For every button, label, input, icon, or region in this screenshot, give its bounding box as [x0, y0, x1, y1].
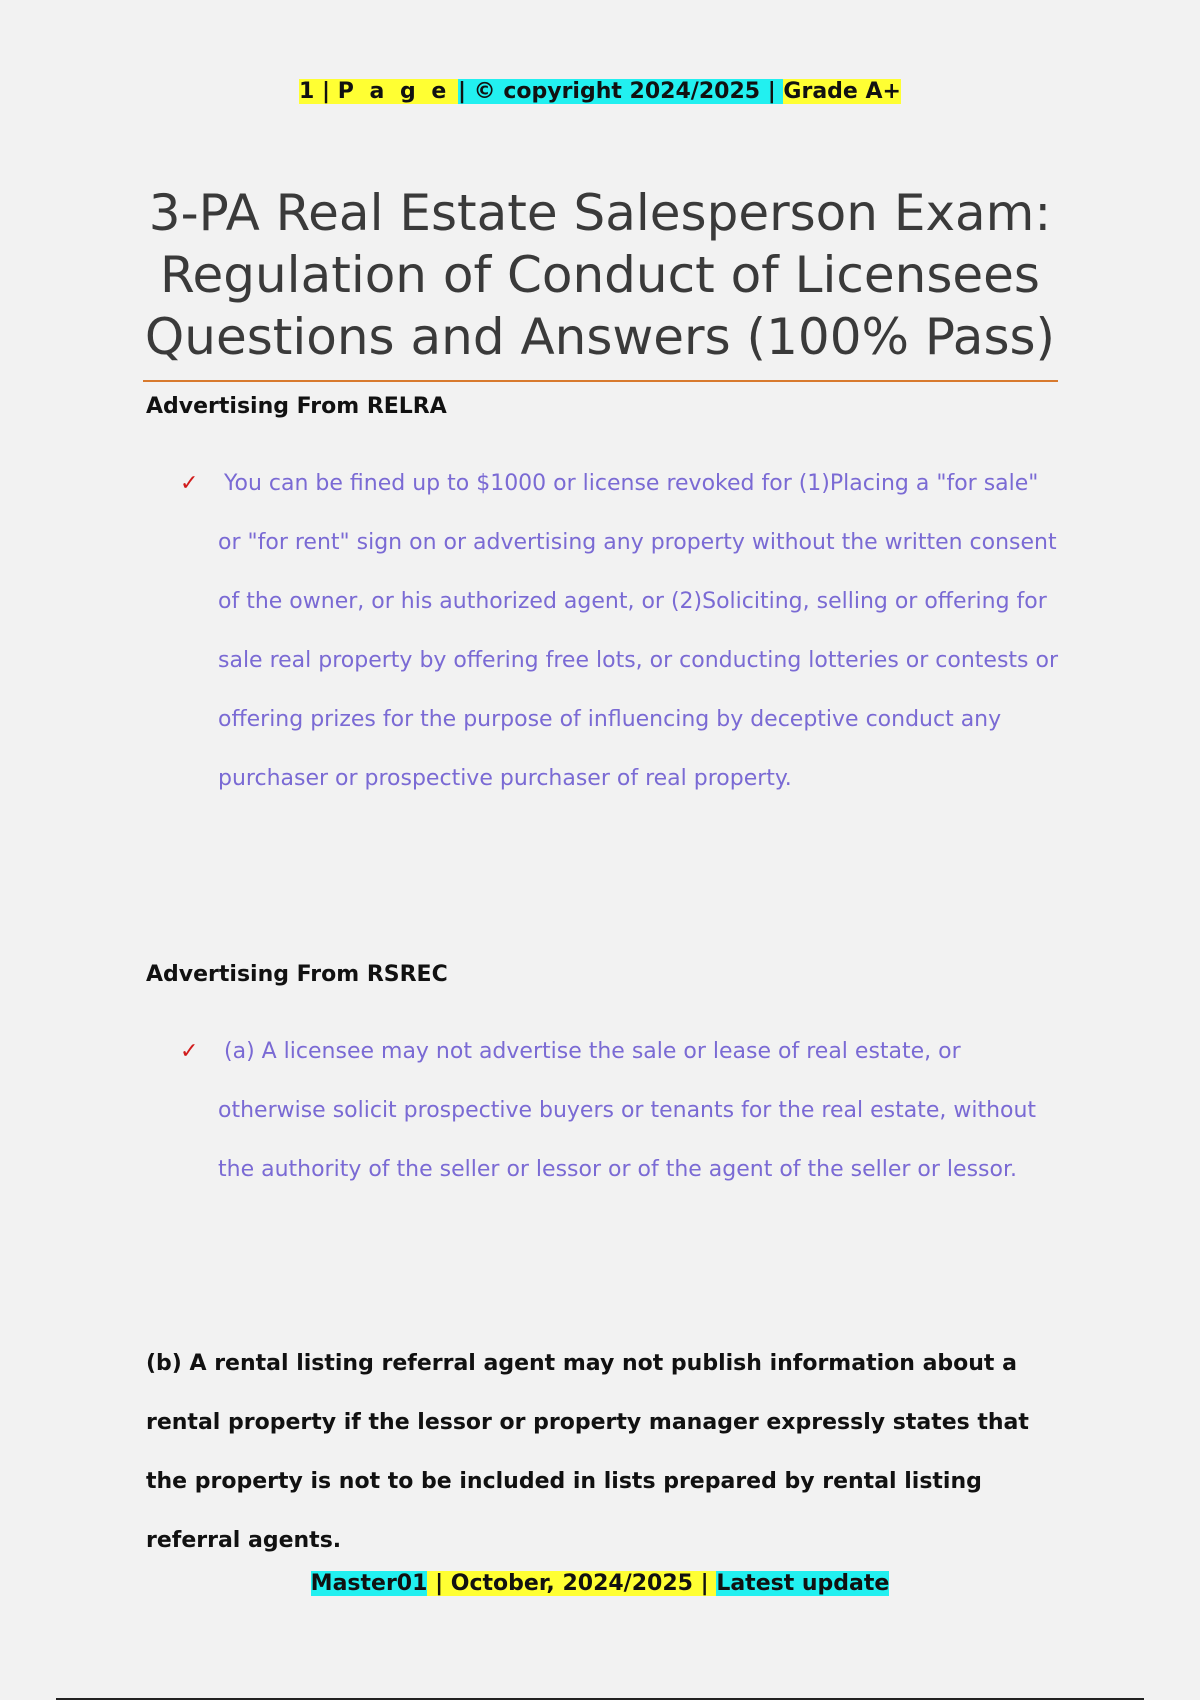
document-title: [0, 182, 1200, 368]
title-line-2: Regulation of Conduct of Licensees: [160, 246, 1040, 304]
checkmark-icon: ✓: [180, 471, 199, 496]
section-heading-rsrec: Advertising From RSREC: [146, 962, 448, 987]
title-line-1: 3-PA Real Estate Salesperson Exam:: [148, 184, 1052, 242]
page-word: P a g e: [337, 79, 451, 104]
section-heading-relra: Advertising From RELRA: [146, 394, 447, 419]
rental-listing-paragraph: (b) A rental listing referral agent may not publish information about a rental property if the lessor or property manager expressly states that the property is not to be included in lists prepared by rental listing referral agents.: [146, 1351, 1029, 1553]
answer-block-relra: [180, 454, 1060, 808]
page-footer: [0, 1566, 1200, 1602]
answer-text: You can be fined up to $1000 or license revoked for (1)Placing a "for sale" or "for rent" sign on or advertising any property without the written consent of the owner, or his authorized agent, or (2)Soliciting, selling or offering for sale real property by offering free lots, or conducting lotteries or contests or offering prizes for the purpose of influencing by deceptive conduct any purchaser or prospective purchaser of real property.: [218, 471, 1058, 791]
answer-text: (a) A licensee may not advertise the sale or lease of real estate, or otherwise solicit prospective buyers or tenants for the real estate, without the authority of the seller or lessor or of the agent of the seller or lessor.: [218, 1039, 1037, 1182]
answer-block-rsrec: [180, 1022, 1060, 1199]
author-label: Master01: [310, 1571, 428, 1596]
grade-label: Grade A+: [783, 79, 901, 104]
page-header: [0, 74, 1200, 110]
date-label: | October, 2024/2025 |: [427, 1571, 717, 1596]
checkmark-icon: ✓: [180, 1039, 199, 1064]
title-divider: [143, 380, 1058, 382]
copyright-label: | © copyright 2024/2025 |: [457, 79, 784, 104]
page-number-label: 1 | P a g e: [299, 79, 458, 104]
title-line-3: Questions and Answers (100% Pass): [144, 308, 1056, 366]
update-label: Latest update: [716, 1571, 890, 1596]
